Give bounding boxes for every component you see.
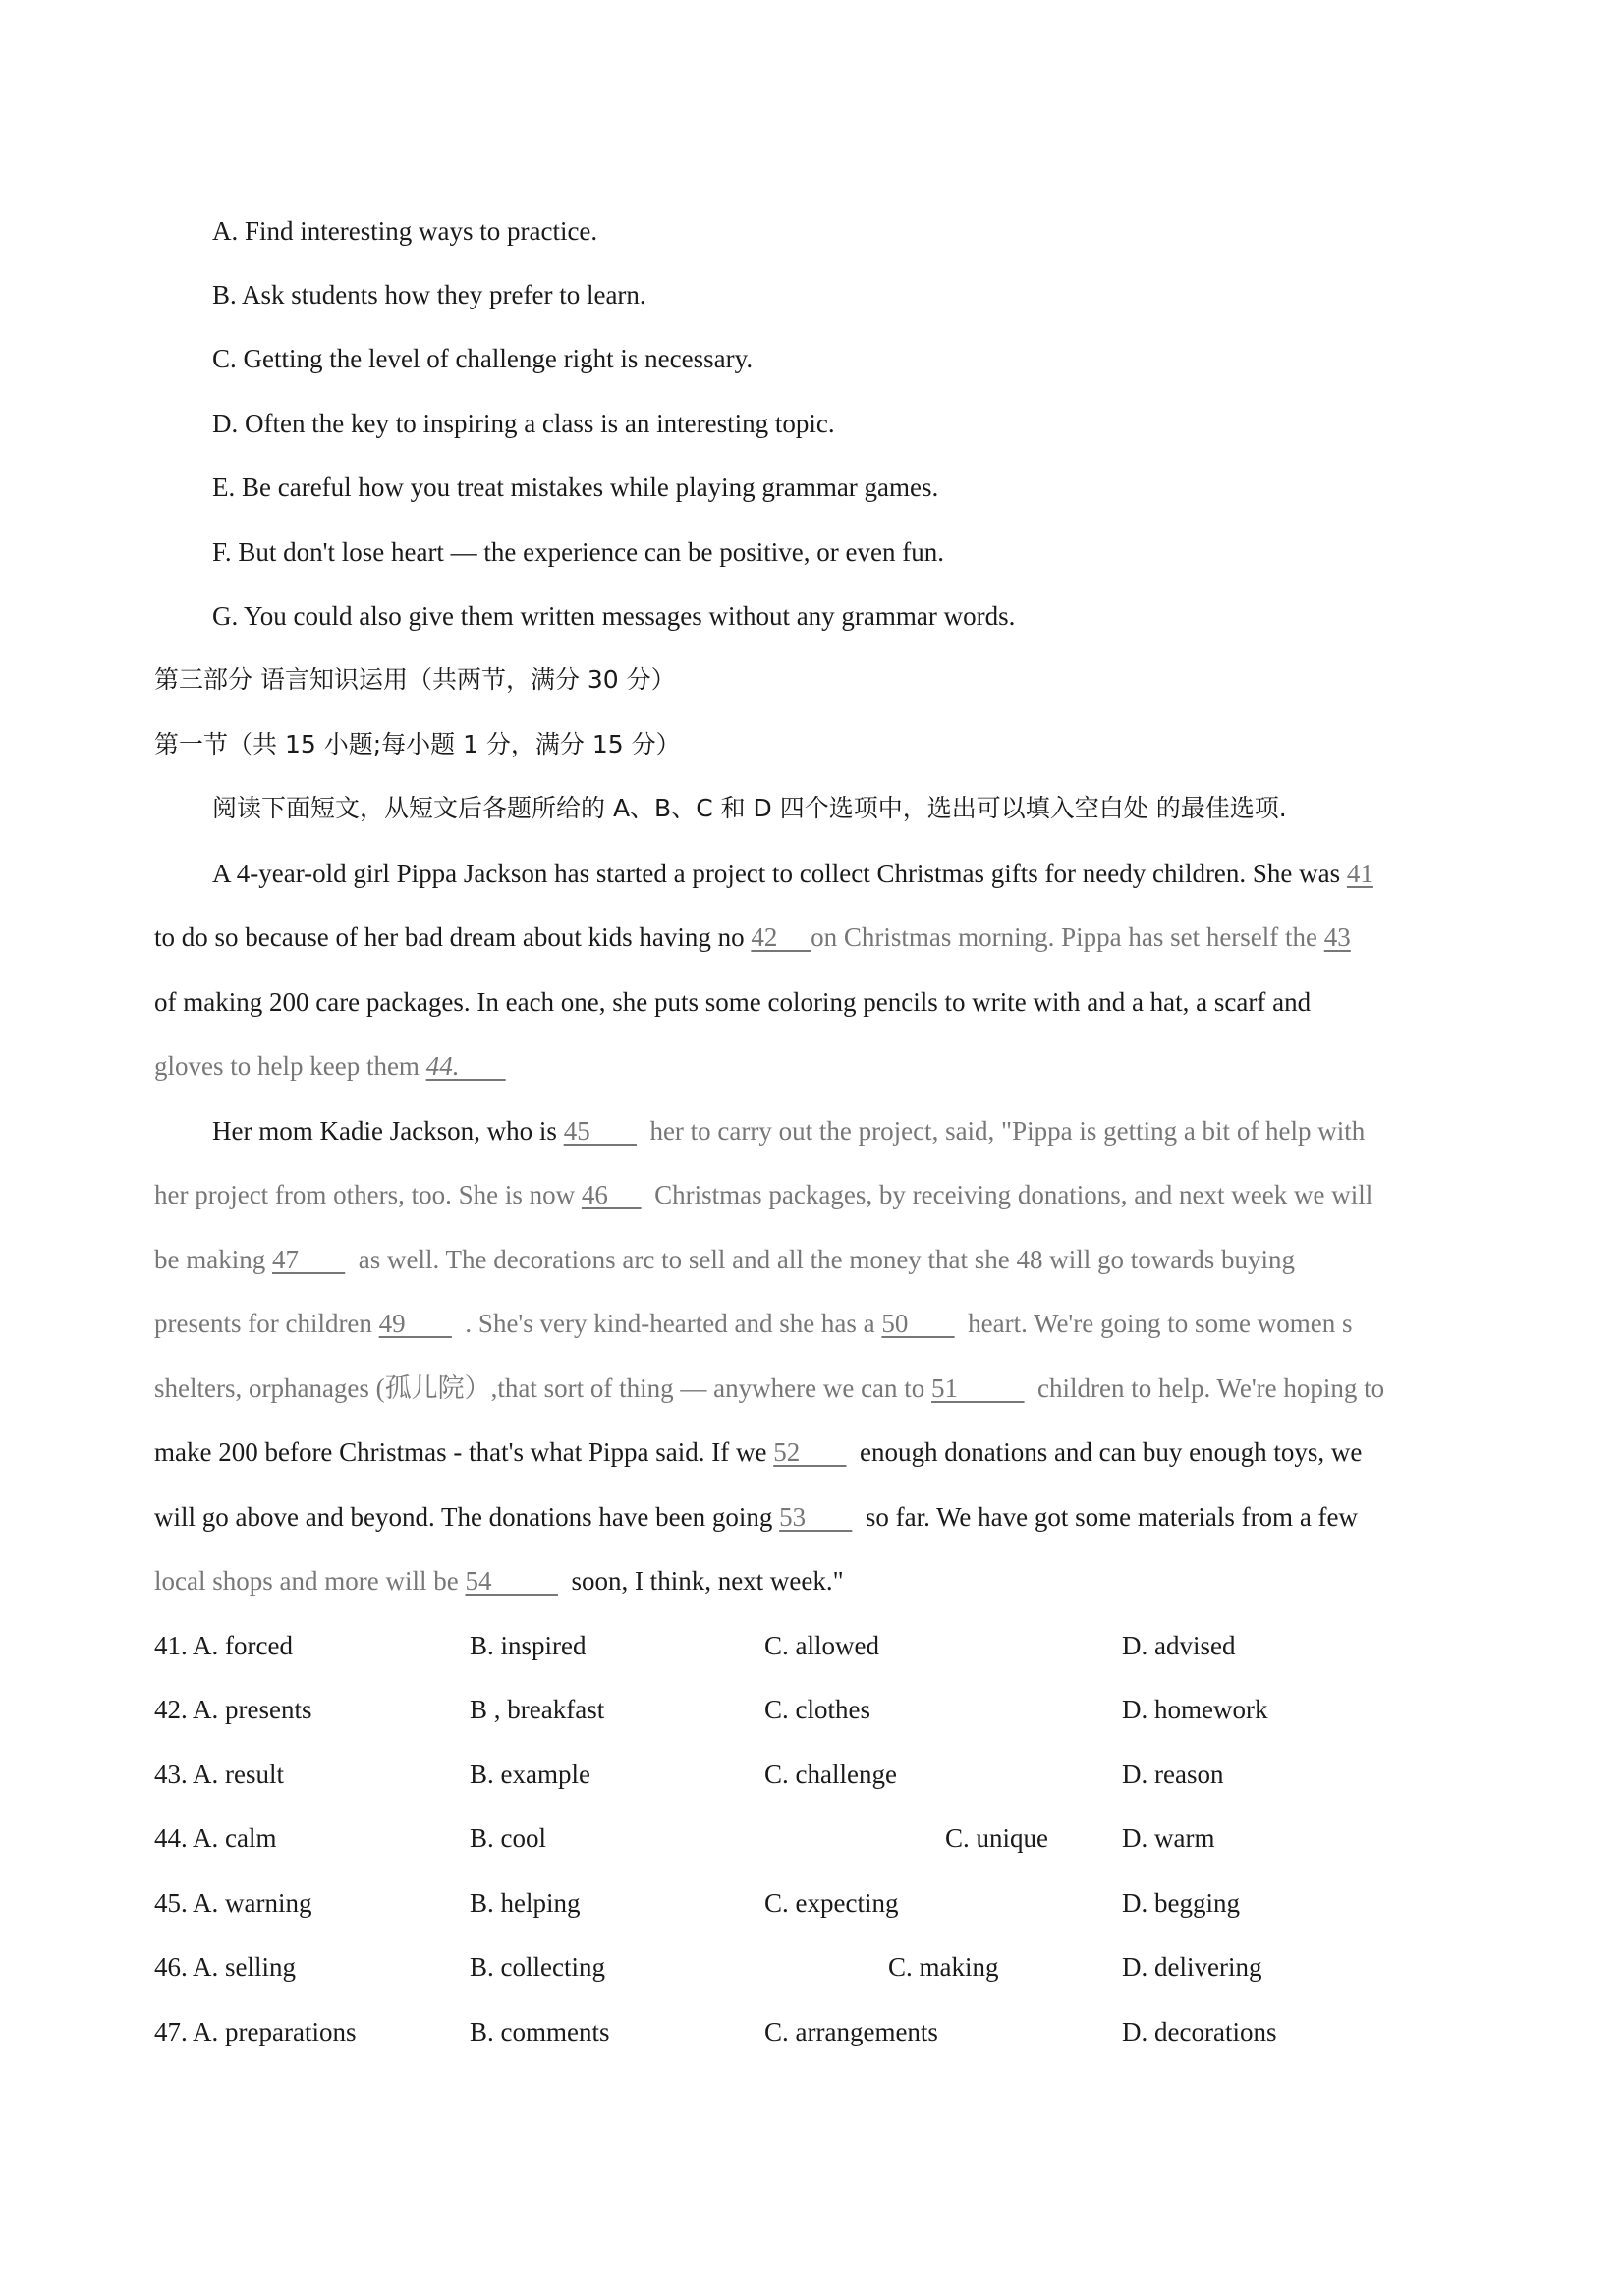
question-45-a: 45. A. warning [154,1888,312,1918]
blank-54: 54 [465,1566,558,1596]
passage-line: to do so because of her bad dream about kids having no 42 on Christmas morning. Pippa has set herself the 43 [154,923,1351,952]
question-43-c: C. challenge [764,1760,897,1789]
option-e: E. Be careful how you treat mistakes while playing grammar games. [212,473,939,502]
question-47-d: D. decorations [1122,2017,1277,2046]
blank-45: 45 [563,1116,637,1146]
question-46-a: 46. A. selling [154,1952,297,1982]
blank-43: 43 [1323,923,1351,952]
blank-41: 41 [1346,859,1373,888]
passage-line: be making 47 as well. The decorations arc to sell and all the money that she 48 will go towards buying [154,1245,1296,1274]
blank-47: 47 [271,1245,346,1274]
option-g: G. You could also give them written messages without any grammar words. [212,601,1016,631]
passage-line: presents for children 49 . She's very kind-hearted and she has a 50 heart. We're going to some women s [154,1309,1353,1338]
passage-line: of making 200 care packages. In each one, she puts some coloring pencils to write with and a hat, a scarf and [154,987,1312,1017]
question-43-d: D. reason [1122,1760,1224,1789]
passage-line: gloves to help keep them 44. [154,1051,506,1081]
option-b: B. Ask students how they prefer to learn. [212,280,646,309]
option-f: F. But don't lose heart — the experience can be positive, or even fun. [212,537,944,567]
question-44-a: 44. A. calm [154,1823,277,1853]
option-d: D. Often the key to inspiring a class is an interesting topic. [212,409,835,438]
question-41-c: C. allowed [764,1631,879,1660]
question-43-b: B. example [470,1760,590,1789]
question-46-b: B. collecting [470,1952,605,1982]
question-44-c: C. unique [945,1823,1048,1853]
question-44-b: B. cool [470,1823,546,1853]
question-42-d: D. homework [1122,1695,1268,1724]
blank-51: 51 [931,1373,1025,1403]
instructions: 阅读下面短文，从短文后各题所给的 A、B、C 和 D 四个选项中，选出可以填入空白处 的最佳选项. [212,794,1287,822]
blank-52: 52 [773,1437,847,1467]
question-46-d: D. delivering [1122,1952,1262,1982]
passage-line: A 4-year-old girl Pippa Jackson has started a project to collect Christmas gifts for needy children. She was 41 [212,859,1373,888]
blank-42: 42 [751,923,812,952]
question-45-d: D. begging [1122,1888,1240,1918]
blank-46: 46 [581,1180,642,1209]
option-c: C. Getting the level of challenge right is necessary. [212,344,754,373]
question-47-b: B. comments [470,2017,610,2046]
blank-50: 50 [881,1309,955,1338]
question-42-c: C. clothes [764,1695,870,1724]
passage-line: will go above and beyond. The donations have been going 53 so far. We have got some materials from a few [154,1502,1359,1532]
passage-line: local shops and more will be 54 soon, I think, next week." [154,1566,844,1596]
passage-line: her project from others, too. She is now 46 Christmas packages, by receiving donations, and next week we will [154,1180,1373,1209]
question-45-c: C. expecting [764,1888,899,1918]
passage-line: make 200 before Christmas - that's what Pippa said. If we 52 enough donations and can buy enough toys, we [154,1437,1363,1467]
question-42-a: 42. A. presents [154,1695,312,1724]
option-a: A. Find interesting ways to practice. [212,216,598,246]
question-41-d: D. advised [1122,1631,1236,1660]
question-42-b: B , breakfast [470,1695,605,1724]
question-45-b: B. helping [470,1888,581,1918]
question-47-c: C. arrangements [764,2017,938,2046]
question-43-a: 43. A. result [154,1760,284,1789]
question-44-d: D. warm [1122,1823,1215,1853]
subsection-title: 第一节（共 15 小题;每小题 1 分，满分 15 分） [154,730,681,758]
section-title: 第三部分 语言知识运用（共两节，满分 30 分） [154,665,676,694]
question-46-c: C. making [888,1952,999,1982]
passage-line: Her mom Kadie Jackson, who is 45 her to carry out the project, said, "Pippa is getting a bit of help with [212,1116,1366,1146]
blank-53: 53 [779,1502,853,1532]
question-41-b: B. inspired [470,1631,587,1660]
passage-line: shelters, orphanages (孤儿院）,that sort of thing — anywhere we can to 51 children to help. We're hoping to [154,1373,1385,1403]
question-41-a: 41. A. forced [154,1631,293,1660]
blank-44: 44. [425,1051,506,1081]
question-47-a: 47. A. preparations [154,2017,357,2046]
blank-49: 49 [378,1309,452,1338]
